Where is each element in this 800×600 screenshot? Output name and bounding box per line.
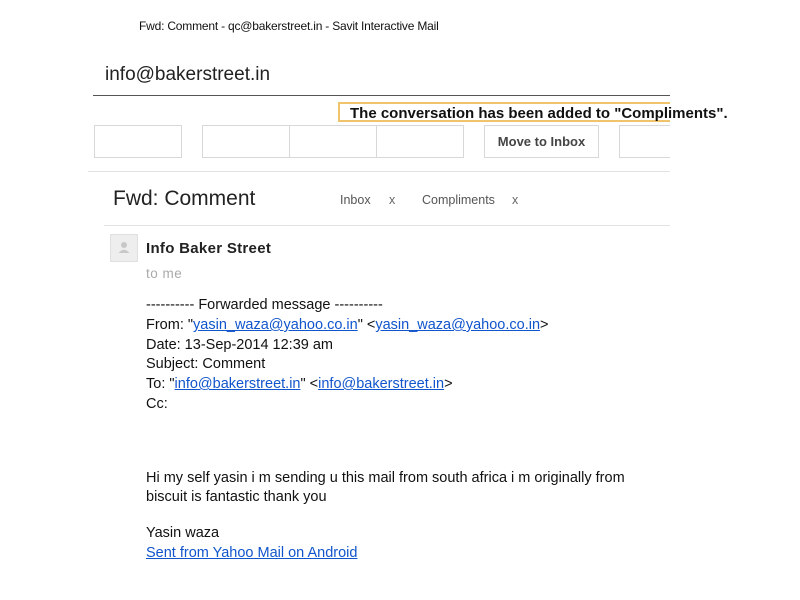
to-email-link[interactable]: info@bakerstreet.in (318, 376, 445, 392)
toolbar-button-4[interactable] (376, 125, 464, 158)
to-label: To: " (146, 376, 175, 392)
account-email: info@bakerstreet.in (105, 64, 271, 85)
cc-line: Cc: (146, 396, 168, 412)
document-title: Fwd: Comment - qc@bakerstreet.in - Savit Interactive Mail (139, 19, 439, 33)
toolbar-button-2[interactable] (202, 125, 290, 158)
label-compliments[interactable]: Compliments (422, 193, 495, 207)
from-email-link[interactable]: yasin_waza@yahoo.co.in (375, 317, 541, 333)
date-line: Date: 13-Sep-2014 12:39 am (146, 337, 334, 353)
toolbar-divider (88, 171, 670, 172)
signature-link[interactable]: Sent from Yahoo Mail on Android (146, 545, 358, 561)
toolbar-button-more[interactable] (619, 125, 670, 158)
notification-banner: The conversation has been added to "Compliments". (338, 102, 670, 122)
avatar[interactable] (110, 234, 138, 262)
message-body (146, 470, 670, 505)
thread-subject: Fwd: Comment (113, 187, 256, 210)
message-body-line-2: biscuit is fantastic thank you (146, 489, 327, 505)
person-icon (111, 235, 137, 261)
toolbar-button-1[interactable] (94, 125, 182, 158)
remove-label-compliments-button[interactable]: x (512, 193, 519, 207)
from-label: From: " (146, 317, 194, 333)
message-body-line-1: Hi my self yasin i m sending u this mail from south africa i m originally from (146, 470, 625, 486)
subject-line: Subject: Comment (146, 356, 266, 372)
sender-name[interactable]: Info Baker Street (146, 240, 272, 257)
forwarded-header: ---------- Forwarded message ---------- (146, 297, 383, 313)
recipient-summary[interactable]: to me (146, 266, 183, 281)
signature-name: Yasin waza (146, 525, 220, 541)
header-divider (93, 95, 670, 96)
to-separator: " < (300, 376, 319, 392)
to-line (146, 376, 453, 392)
to-end: > (444, 376, 453, 392)
to-name-link[interactable]: info@bakerstreet.in (174, 376, 301, 392)
toolbar-button-3[interactable] (289, 125, 377, 158)
from-separator: " < (357, 317, 376, 333)
label-inbox[interactable]: Inbox (340, 193, 371, 207)
subject-divider (104, 225, 670, 226)
move-to-inbox-button[interactable]: Move to Inbox (484, 125, 599, 158)
from-end: > (540, 317, 549, 333)
from-line (146, 317, 548, 333)
remove-label-inbox-button[interactable]: x (389, 193, 396, 207)
from-name-link[interactable]: yasin_waza@yahoo.co.in (193, 317, 358, 333)
